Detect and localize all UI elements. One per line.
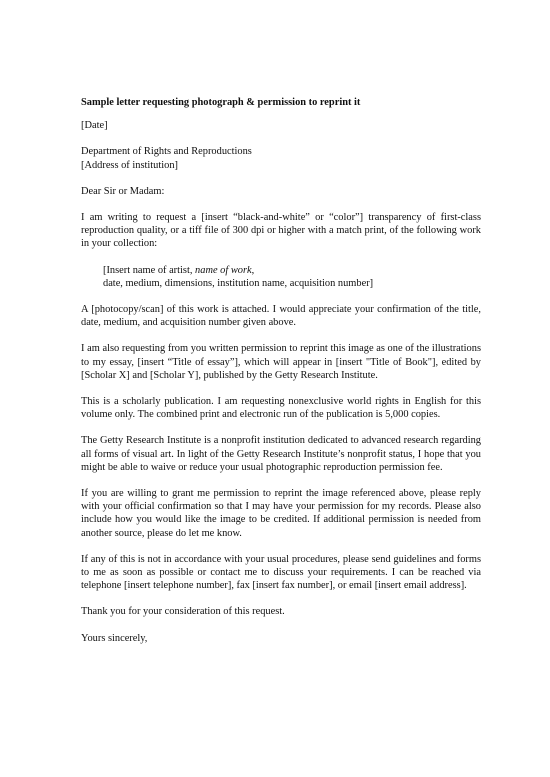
paragraph-scholarly: This is a scholarly publication. I am requesting nonexclusive world rights in English for this volume only. The combined print and electronic run of the publication is 5,000 copies. xyxy=(81,396,481,421)
paragraph-nonprofit: The Getty Research Institute is a nonprofit institution dedicated to advanced research regarding all forms of visual art. In light of the Getty Research Institute’s nonprofit status, I hope that you might be able to waive or reduce your usual photographic reproduction permission fee. xyxy=(81,435,481,473)
paragraph-confirmation: If you are willing to grant me permission to reprint the image referenced above, please reply with your official confirmation so that I may have your permission for my records. Please also include how you would like the image to be credited. If additional permission is needed from another source, please do let me know. xyxy=(81,488,481,539)
work-line-1-suffix: , xyxy=(251,264,255,276)
work-line-1-prefix: [Insert name of artist, xyxy=(103,264,196,276)
document-title: Sample letter requesting photograph & permission to reprint it xyxy=(81,97,361,108)
paragraph-procedures: If any of this is not in accordance with your usual procedures, please send guidelines and forms to me as soon as possible or contact me to discuss your requirements. I can be reached via telephone [insert telephone number], fax [insert fax number], or email [insert email address]. xyxy=(81,553,481,592)
work-details xyxy=(81,264,481,290)
recipient-address: [Address of institution] xyxy=(81,159,178,171)
salutation: Dear Sir or Madam: xyxy=(81,185,165,197)
paragraph-request: I am writing to request a [insert “black-and-white” or “color”] transparency of first-class reproduction quality, or a tiff file of 300 dpi or higher with a match print, of the following work in your collection: xyxy=(81,212,481,250)
work-name-italic: name of work xyxy=(195,264,252,276)
recipient-department: Department of Rights and Reproductions xyxy=(81,146,252,158)
closing-thanks: Thank you for your consideration of this request. xyxy=(81,606,285,618)
sign-off: Yours sincerely, xyxy=(81,632,148,644)
paragraph-attachment: A [photocopy/scan] of this work is attached. I would appreciate your confirmation of the title, date, medium, and acquisition number given above. xyxy=(81,304,481,329)
recipient-block xyxy=(81,145,481,171)
paragraph-permission: I am also requesting from you written permission to reprint this image as one of the illustrations to my essay, [insert “Title of essay”], which will appear in [insert "Title of Book"], edited by [Scholar X] and [Scholar Y], published by the Getty Research Institute. xyxy=(81,343,481,381)
work-line-2: date, medium, dimensions, institution name, acquisition number] xyxy=(103,277,374,289)
date-placeholder: [Date] xyxy=(81,120,108,132)
work-line-1 xyxy=(103,264,481,277)
